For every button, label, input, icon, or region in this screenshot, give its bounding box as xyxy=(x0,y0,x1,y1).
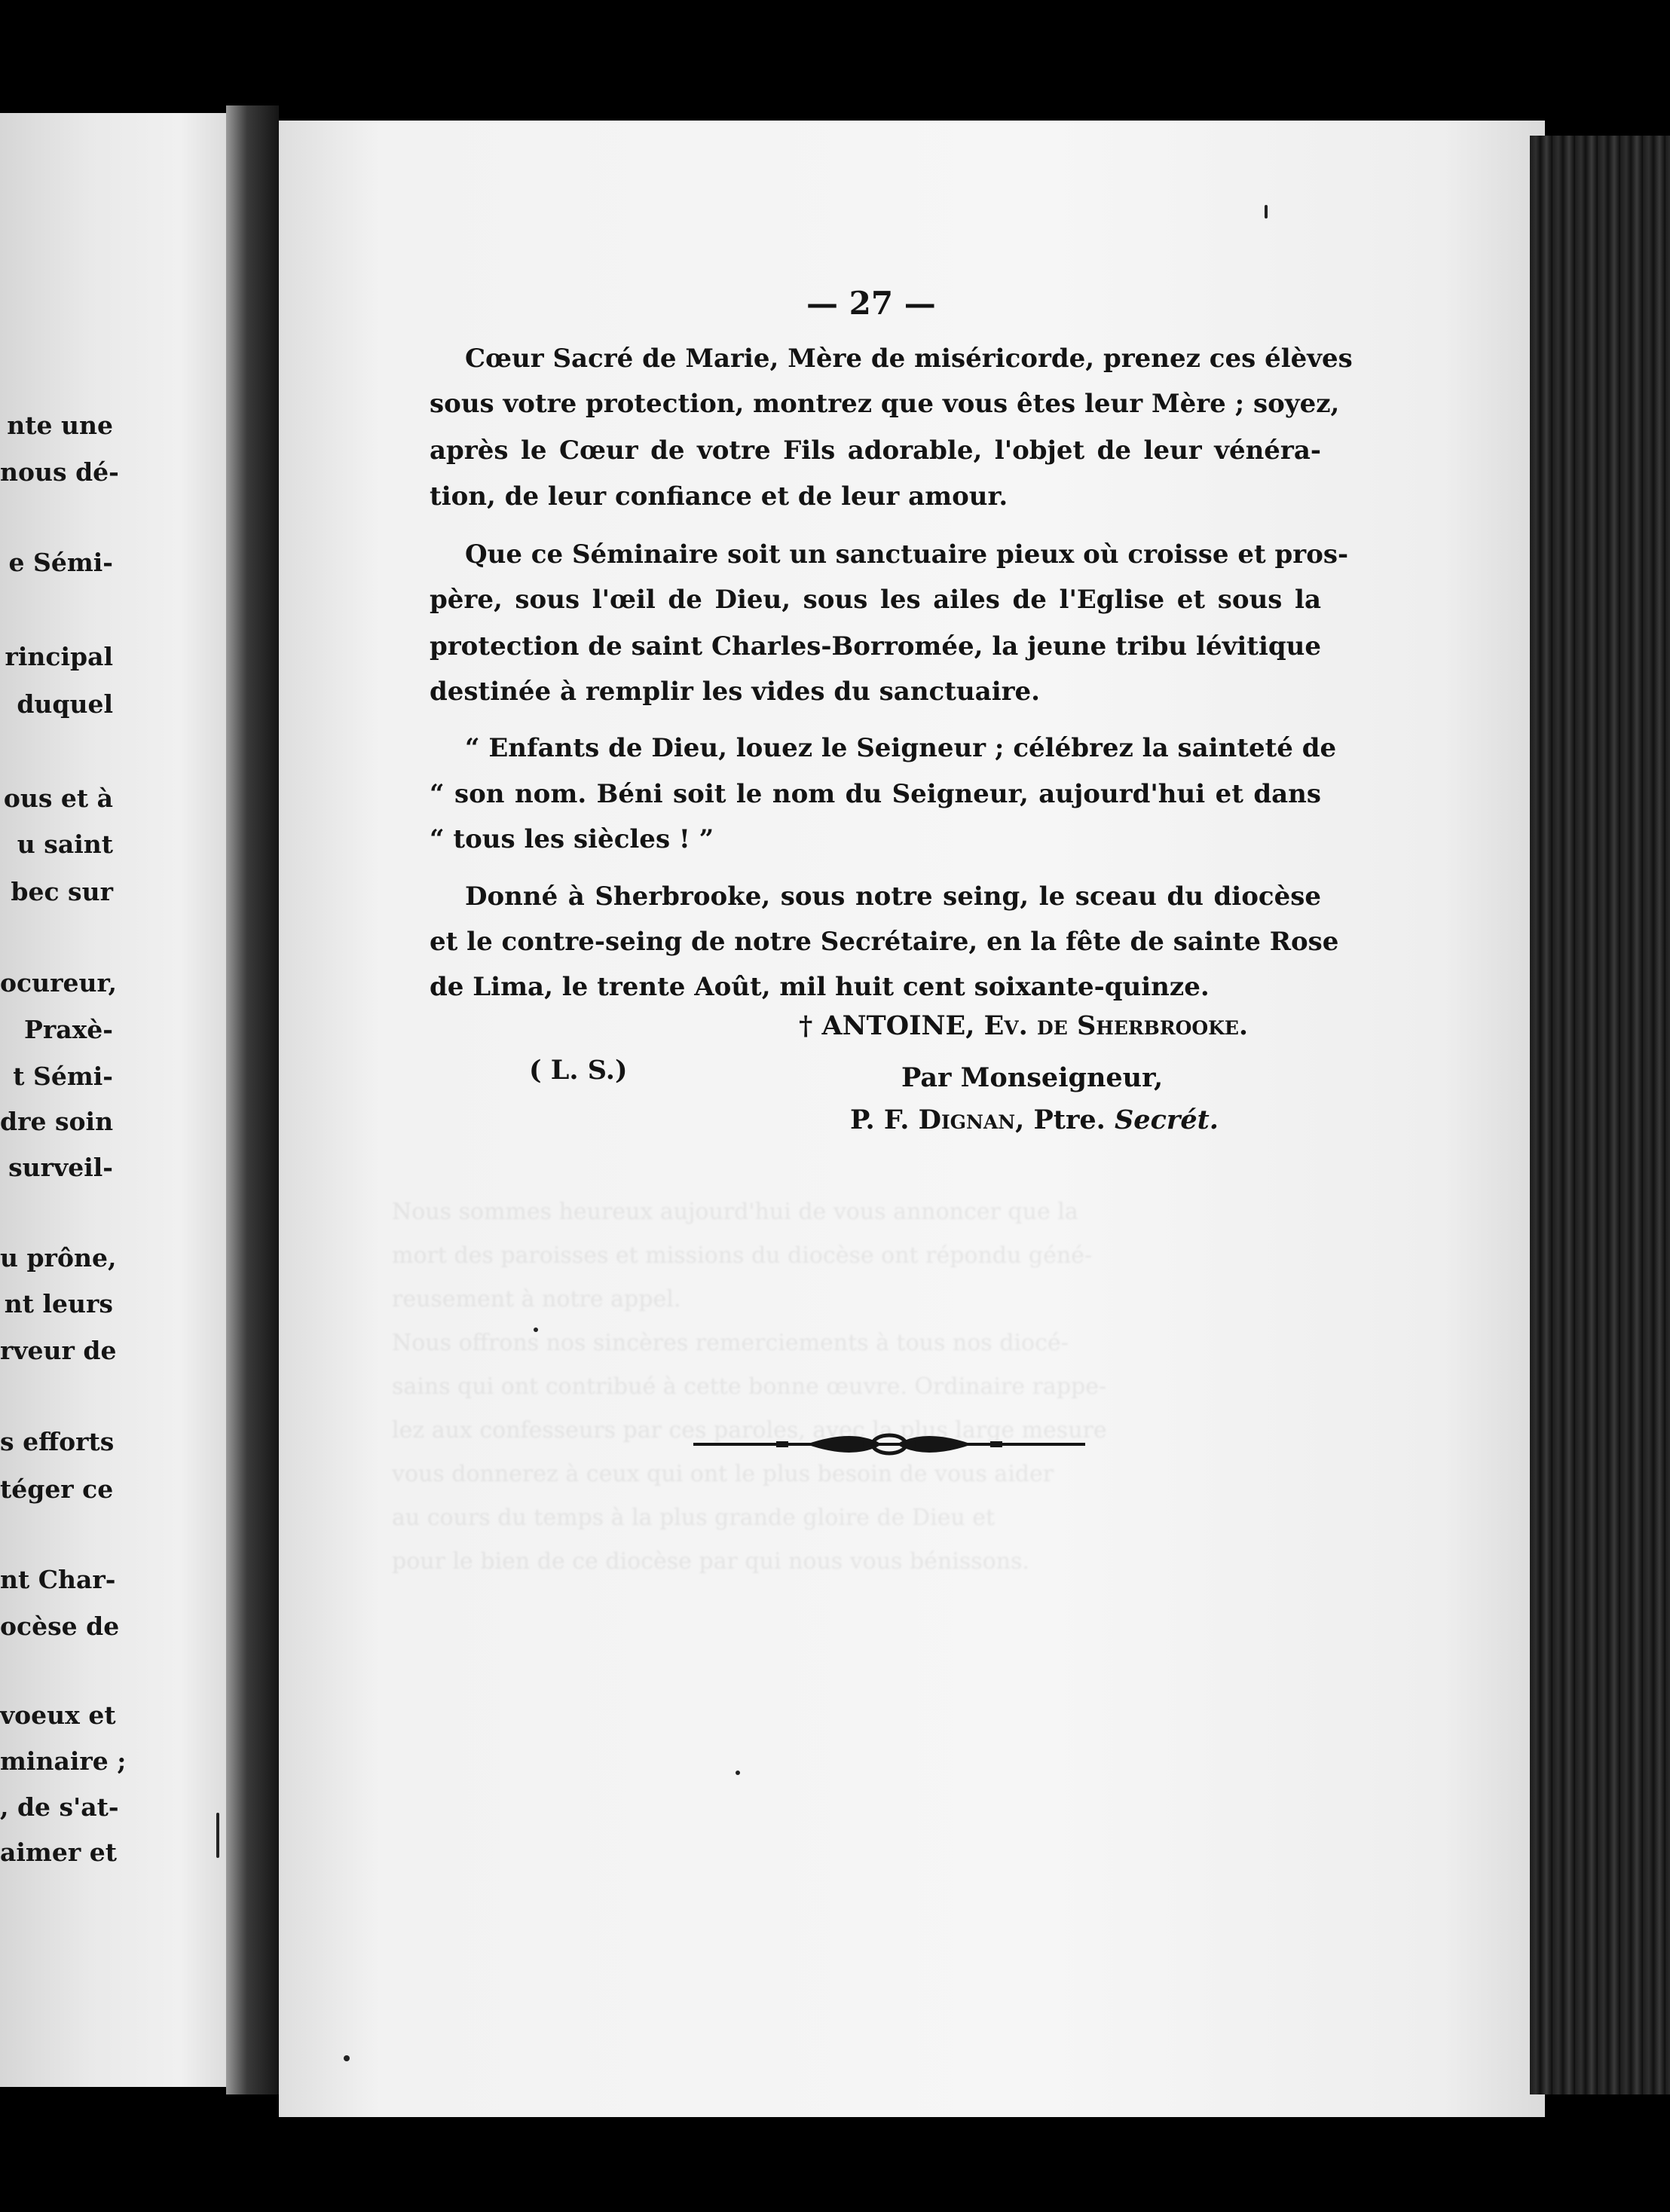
body-line: de Lima, le trente Août, mil huit cent soixante-quinze. xyxy=(430,972,1210,1002)
previous-page-line: s efforts xyxy=(0,1427,115,1456)
previous-page-line: bec sur xyxy=(11,877,113,906)
body-line: “ tous les siècles ! ” xyxy=(430,824,714,854)
previous-page-line: nous dé- xyxy=(0,457,119,487)
body-line: “ Enfants de Dieu, louez le Seigneur ; célébrez la sainteté de xyxy=(465,733,1337,763)
previous-page-line: duquel xyxy=(17,689,113,719)
secretary-initials: P. F. xyxy=(850,1104,919,1135)
previous-page-line: e Sémi- xyxy=(8,548,113,577)
bishop-signature xyxy=(799,1010,1248,1041)
secretary-signature xyxy=(850,1104,1219,1135)
scan-speck xyxy=(344,2055,350,2061)
body-line: et le contre-seing de notre Secrétaire, en la fête de sainte Rose xyxy=(430,927,1339,957)
previous-page-line: minaire ; xyxy=(0,1746,127,1776)
previous-page-line: téger ce xyxy=(0,1474,114,1504)
previous-page-line: ous et à xyxy=(3,784,113,813)
previous-page-line: Praxè- xyxy=(24,1015,113,1044)
page-number: — 27 — xyxy=(806,285,936,322)
previous-page-line: aimer et xyxy=(0,1838,117,1867)
scan-speck xyxy=(216,1813,219,1858)
body-line: “ son nom. Béni soit le nom du Seigneur, aujourd'hui et dans xyxy=(430,779,1321,809)
body-line: destinée à remplir les vides du sanctuaire. xyxy=(430,677,1040,707)
previous-page-line: dre soin xyxy=(0,1107,114,1136)
previous-page xyxy=(0,113,226,2087)
by-order-line: Par Monseigneur, xyxy=(901,1062,1164,1093)
bishop-name: † ANTOINE, xyxy=(799,1010,984,1041)
ornamental-divider xyxy=(693,1425,1085,1463)
previous-page-line: nt leurs xyxy=(4,1289,113,1318)
previous-page-line: t Sémi- xyxy=(13,1062,113,1091)
previous-page-line: surveil- xyxy=(8,1153,113,1182)
scan-speck xyxy=(534,1328,538,1332)
body-line: Cœur Sacré de Marie, Mère de miséricorde, prenez ces élèves xyxy=(465,344,1353,374)
previous-page-line: rincipal xyxy=(5,642,113,671)
secretary-title: Secrét. xyxy=(1115,1104,1219,1135)
secretary-role: , Ptre. xyxy=(1015,1104,1115,1135)
previous-page-line: u prône, xyxy=(0,1243,117,1273)
seal-mark: ( L. S.) xyxy=(529,1055,628,1086)
previous-page-line: rveur de xyxy=(0,1336,117,1365)
body-line: protection de saint Charles-Borromée, la jeune tribu lévitique xyxy=(430,631,1321,661)
previous-page-line: nt Char- xyxy=(0,1565,116,1594)
scan-speck xyxy=(736,1771,740,1775)
previous-page-line: , de s'at- xyxy=(0,1792,119,1822)
body-line: Que ce Séminaire soit un sanctuaire pieux où croisse et pros- xyxy=(465,539,1349,570)
previous-page-line: u saint xyxy=(17,830,113,859)
secretary-name: Dignan xyxy=(918,1104,1016,1135)
page-edges xyxy=(1530,136,1670,2094)
bishop-title: Ev. de Sherbrooke. xyxy=(983,1010,1249,1041)
book-gutter xyxy=(226,105,279,2094)
previous-page-line: voeux et xyxy=(0,1700,116,1730)
previous-page-line: nte une xyxy=(7,411,113,440)
body-line: père, sous l'œil de Dieu, sous les ailes de l'Eglise et sous la xyxy=(430,585,1321,615)
body-line: sous votre protection, montrez que vous êtes leur Mère ; soyez, xyxy=(430,389,1340,419)
body-line: après le Cœur de votre Fils adorable, l'objet de leur vénéra- xyxy=(430,435,1321,466)
scan-speck xyxy=(1265,205,1268,218)
previous-page-line: ocèse de xyxy=(0,1612,120,1641)
previous-page-line: ocureur, xyxy=(0,968,117,998)
body-line: tion, de leur confiance et de leur amour. xyxy=(430,481,1008,512)
body-line: Donné à Sherbrooke, sous notre seing, le sceau du diocèse xyxy=(465,881,1321,912)
